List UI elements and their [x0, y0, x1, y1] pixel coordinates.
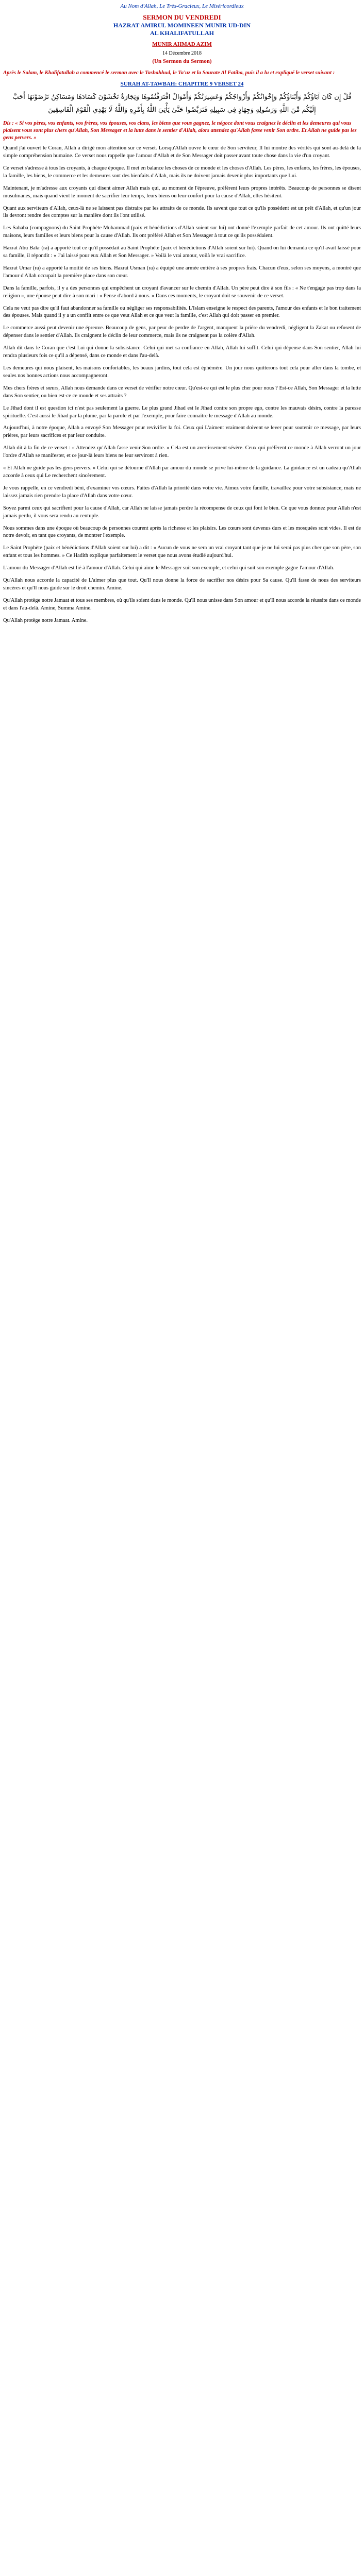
- paragraph: Quand j'ai ouvert le Coran, Allah a dirigé mon attention sur ce verset. Lorsqu'Allah ouvre le cœur de Son serviteur, Il lui montre des vérités qui sont au-delà de la simple compréhension humaine. Ce verset nous rappelle que l'amour d'Allah et de Son Messager doit passer avant toute chose dans la vie d'un croyant.: [3, 145, 361, 159]
- speaker-link[interactable]: MUNIR AHMAD AZIM: [152, 41, 212, 47]
- sermon-subtitle: (Un Sermon du Sermon): [152, 58, 212, 64]
- paragraph: Qu'Allah protège notre Jamaat et tous ses membres, où qu'ils soient dans le monde. Qu'Il nous unisse dans Son amour et qu'Il nous accorde la réussite dans ce monde et dans l'au-delà. Amine, Summa Amine.: [3, 597, 361, 611]
- paragraph: Le Saint Prophète (paix et bénédictions d'Allah soient sur lui) a dit : « Aucun de vous ne sera un vrai croyant tant que je ne lui serai pas plus cher que son père, son enfant et tous les hommes. » Ce Hadith explique parfaitement le verset que nous avons étudié aujourd'hui.: [3, 545, 361, 559]
- sermon-page: [0, 0, 364, 635]
- document-title: SERMON DU VENDREDI: [143, 13, 221, 21]
- verse-translation: Dis : « Si vos pères, vos enfants, vos frères, vos épouses, vos clans, les biens que vous gagnez, le négoce dont vous craignez le déclin et les demeures qui vous plaisent vous sont plus chers qu'Allah, Son Messager et la lutte dans le sentier d'Allah, alors attendez qu'Allah fasse venir Son ordre. Et Allah ne guide pas les gens pervers. »: [3, 120, 357, 141]
- sermon-body: [3, 145, 361, 613]
- paragraph: Je vous rappelle, en ce vendredi béni, d'examiner vos cœurs. Faites d'Allah la priorité dans votre vie. Aimez votre famille, travaillez pour votre subsistance, mais ne laissez jamais rien prendre la place d'Allah dans votre cœur.: [3, 485, 361, 499]
- paragraph: Allah dit dans le Coran que c'est Lui qui donne la subsistance. Celui qui met sa confiance en Allah, Allah lui suffit. Celui qui dépense dans Son sentier, Allah lui rendra plusieurs fois ce qu'il a dépensé, dans ce monde et dans l'au-delà.: [3, 345, 361, 359]
- arabic-verse: قُلْ إِن كَانَ آبَاؤُكُمْ وَأَبْنَاؤُكُمْ وَإِخْوَانُكُمْ وَأَزْوَاجُكُمْ وَعَشِيرَتُكُمْ وَأَمْوَالٌ اقْتَرَفْتُمُوهَا وَتِجَارَةٌ تَخْشَوْنَ كَسَادَهَا وَمَسَاكِنُ تَرْضَوْنَهَا أَحَبَّ إِلَيْكُم مِّنَ اللَّهِ وَرَسُولِهِ وَجِهَادٍ فِي سَبِيلِهِ فَتَرَبَّصُوا حَتَّىٰ يَأْتِيَ اللَّهُ بِأَمْرِهِ وَاللَّهُ لَا يَهْدِي الْقَوْمَ الْفَاسِقِينَ: [12, 93, 352, 114]
- paragraph: Le commerce aussi peut devenir une épreuve. Beaucoup de gens, par peur de perdre de l'argent, manquent la prière du vendredi, négligent la Zakat ou refusent de dépenser dans le sentier d'Allah. Ils craignent le déclin de leur commerce, mais ils ne craignent pas la colère d'Allah.: [3, 325, 361, 339]
- paragraph: Nous sommes dans une époque où beaucoup de personnes courent après la richesse et les plaisirs. Les cœurs sont devenus durs et les mosquées sont vides. Il est de notre devoir, en tant que croyants, de montrer l'exemple.: [3, 525, 361, 539]
- sermon-date: 14 Décembre 2018: [162, 50, 202, 56]
- intro-text: Après le Salam, le Khalifatullah a commencé le sermon avec le Tashahhud, le Ta'uz et la Sourate Al Fatiha, puis il a lu et expliqué le verset suivant :: [3, 70, 335, 76]
- paragraph: Mes chers frères et sœurs, Allah nous demande dans ce verset de vérifier notre cœur. Qu'est-ce qui est le plus cher pour nous ? Est-ce Allah, Son Messager et la lutte dans Son sentier, ou bien est-ce ce monde et ses attraits ?: [3, 385, 361, 399]
- speaker-name-line2: AL KHALIFATULLAH: [150, 29, 214, 37]
- basmala-heading: Au Nom d'Allah, Le Très-Gracieux, Le Miséricordieux: [120, 3, 244, 9]
- paragraph: Maintenant, je m'adresse aux croyants qui disent aimer Allah mais qui, au moment de l'épreuve, préfèrent leurs propres intérêts. Beaucoup de personnes se disent musulmanes, mais quand vient le moment de sacrifier leur temps, leurs biens ou leur confort pour la cause d'Allah, elles hésitent.: [3, 185, 361, 199]
- paragraph: Hazrat Umar (ra) a apporté la moitié de ses biens. Hazrat Usman (ra) a équipé une armée entière à ses propres frais. Chacun d'eux, selon ses moyens, a montré que l'amour d'Allah occupait la première place dans son cœur.: [3, 265, 361, 279]
- paragraph: Ce verset s'adresse à tous les croyants, à chaque époque. Il met en balance les choses de ce monde et les choses d'Allah. Les pères, les enfants, les frères, les épouses, la famille, les biens, le commerce et les demeures sont des bienfaits d'Allah, mais ils ne doivent jamais devenir plus importants que Lui.: [3, 165, 361, 179]
- paragraph: Quant aux serviteurs d'Allah, ceux-là ne se laissent pas distraire par les attraits de ce monde. Ils savent que tout ce qu'ils possèdent est un prêt d'Allah, et qu'un jour ils devront rendre des comptes sur la manière dont ils l'ont utilisé.: [3, 205, 361, 219]
- paragraph: Hazrat Abu Bakr (ra) a apporté tout ce qu'il possédait au Saint Prophète (paix et bénédictions d'Allah soient sur lui). Quand on lui demanda ce qu'il avait laissé pour sa famille, il répondit : « J'ai laissé pour eux Allah et Son Messager. » Voilà le vrai amour, voilà le vrai sacrifice.: [3, 245, 361, 259]
- paragraph: Soyez parmi ceux qui sacrifient pour la cause d'Allah, car Allah ne laisse jamais perdre la récompense de ceux qui font le bien. Ce que vous donnez pour Allah n'est jamais perdu, il vous sera rendu au centuple.: [3, 505, 361, 519]
- sourate-reference: SURAH AT-TAWBAH: CHAPITRE 9 VERSET 24: [120, 81, 244, 88]
- paragraph: Le Jihad dont il est question ici n'est pas seulement la guerre. Le plus grand Jihad est le Jihad contre son propre ego, contre les mauvais désirs, contre la paresse spirituelle. C'est aussi le Jihad par la plume, par la parole et par l'exemple, pour faire connaître le message d'Allah au monde.: [3, 405, 361, 419]
- paragraph: Qu'Allah nous accorde la capacité de L'aimer plus que tout. Qu'Il nous donne la force de sacrifier nos désirs pour Sa cause. Qu'Il fasse de nous des serviteurs sincères et qu'Il nous guide sur le droit chemin. Amine.: [3, 578, 361, 591]
- paragraph: « Et Allah ne guide pas les gens pervers. » Celui qui se détourne d'Allah par amour du monde se prive lui-même de la guidance. La guidance est un cadeau qu'Allah accorde à ceux qui Le recherchent sincèrement.: [3, 465, 361, 479]
- paragraph: Dans la famille, parfois, il y a des personnes qui empêchent un croyant d'avancer sur le chemin d'Allah. Un père peut dire à son fils : « Ne t'engage pas trop dans la religion », une épouse peut dire à son mari : « Pense d'abord à nous. » Dans ces moments, le croyant doit se souvenir de ce verset.: [3, 285, 361, 299]
- paragraph: Allah dit à la fin de ce verset : « Attendez qu'Allah fasse venir Son ordre. » Cela est un avertissement sévère. Ceux qui préfèrent ce monde à Allah verront un jour l'ordre d'Allah se manifester, et ce jour-là leurs biens ne leur serviront à rien.: [3, 445, 361, 459]
- paragraph: Les Sahaba (compagnons) du Saint Prophète Muhammad (paix et bénédictions d'Allah soient sur lui) ont donné l'exemple parfait de cet amour. Ils ont quitté leurs maisons, leurs familles et leurs biens pour la cause d'Allah. Ils ont préféré Allah et Son Messager à tout ce qu'ils possédaient.: [3, 225, 361, 239]
- paragraph: Les demeures qui nous plaisent, les maisons confortables, les beaux jardins, tout cela est éphémère. Un jour nous quitterons tout cela pour aller dans la tombe, et seules nos bonnes actions nous accompagneront.: [3, 365, 361, 379]
- speaker-name-line1: HAZRAT AMIRUL MOMINEEN MUNIR UD-DIN: [113, 22, 251, 29]
- paragraph: Aujourd'hui, à notre époque, Allah a envoyé Son Messager pour revivifier la foi. Ceux qui L'aiment vraiment doivent se lever pour soutenir ce message, par leurs prières, par leurs sacrifices et par leur conduite.: [3, 425, 361, 439]
- closing-line: Qu'Allah protège notre Jamaat. Amine.: [3, 617, 88, 623]
- paragraph: L'amour du Messager d'Allah est lié à l'amour d'Allah. Celui qui aime le Messager suit son exemple, et celui qui suit son exemple gagne l'amour d'Allah.: [3, 565, 335, 571]
- paragraph: Cela ne veut pas dire qu'il faut abandonner sa famille ou négliger ses responsabilités. L'Islam enseigne le respect des parents, l'amour des enfants et le bon traitement des épouses. Mais quand il y a un conflit entre ce que veut Allah et ce que veut la famille, c'est Allah qui doit passer en premier.: [3, 305, 361, 319]
